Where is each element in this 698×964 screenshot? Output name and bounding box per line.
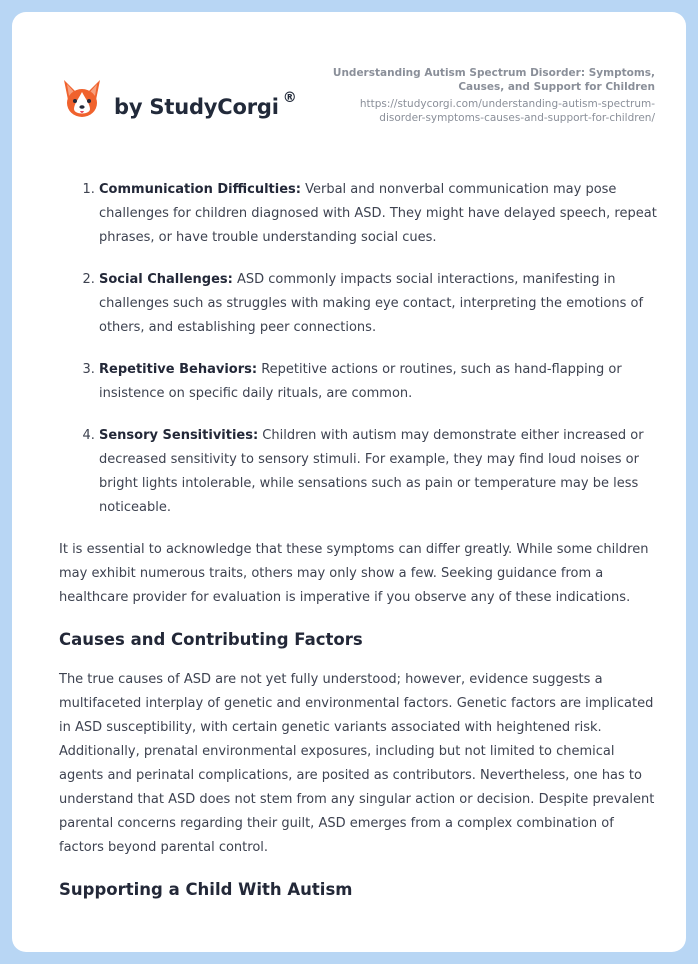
list-item — [99, 424, 657, 520]
section-heading: Supporting a Child With Autism — [59, 880, 353, 899]
document-title: Understanding Autism Spectrum Disorder: Symptoms, Causes, and Support for Children — [332, 67, 655, 93]
list-item-text: Children with autism may demonstrate either increased or decreased sensitivity to sensory stimuli. For example, they may find loud noises or bright lights intolerable, while sensations such as pain or temperature may be less noticeable. — [99, 428, 644, 515]
brand-text: by StudyCorgi — [114, 95, 279, 119]
list-item — [99, 268, 657, 340]
document-url[interactable]: https://studycorgi.com/understanding-autism-spectrum-disorder-symptoms-causes-and-support-for-children/ — [359, 98, 655, 124]
article-content — [59, 178, 657, 918]
section-heading: Causes and Contributing Factors — [59, 630, 363, 649]
list-item-term: Communication Difficulties: — [99, 182, 301, 197]
document-meta — [315, 66, 655, 125]
trademark-symbol: ® — [282, 90, 297, 106]
page-header — [12, 12, 686, 152]
symptoms-list — [59, 178, 657, 520]
list-item — [99, 178, 657, 250]
document-page — [12, 12, 686, 952]
paragraph: The true causes of ASD are not yet fully understood; however, evidence suggests a multifaceted interplay of genetic and environmental factors. Genetic factors are implicated in ASD susceptibility, with certain genetic variants associated with heightened risk. Additionally, prenatal environmental exposures, including but not limited to chemical agents and perinatal complications, are posited as contributors. Nevertheless, one has to understand that ASD does not stem from any singular action or decision. Despite prevalent parental concerns regarding their guilt, ASD emerges from a complex combination of factors beyond parental control. — [59, 672, 655, 855]
list-item-term: Social Challenges: — [99, 272, 233, 287]
list-item-term: Repetitive Behaviors: — [99, 362, 258, 377]
list-item-text: ASD commonly impacts social interactions, manifesting in challenges such as struggles with making eye contact, interpreting the emotions of others, and establishing peer connections. — [99, 272, 644, 335]
logo[interactable] — [60, 76, 104, 120]
list-item-text: Verbal and nonverbal communication may pose challenges for children diagnosed with ASD. They might have delayed speech, repeat phrases, or have trouble understanding social cues. — [99, 182, 657, 245]
list-item-term: Sensory Sensitivities: — [99, 428, 259, 443]
paragraph: It is essential to acknowledge that these symptoms can differ greatly. While some children may exhibit numerous traits, others may only show a few. Seeking guidance from a healthcare provider for evaluation is imperative if you observe any of these indications. — [59, 542, 649, 605]
corgi-icon — [60, 76, 104, 120]
brand-name[interactable] — [114, 90, 297, 119]
list-item — [99, 358, 657, 406]
list-item-text: Repetitive actions or routines, such as hand-flapping or insistence on specific daily rituals, are common. — [99, 362, 622, 401]
